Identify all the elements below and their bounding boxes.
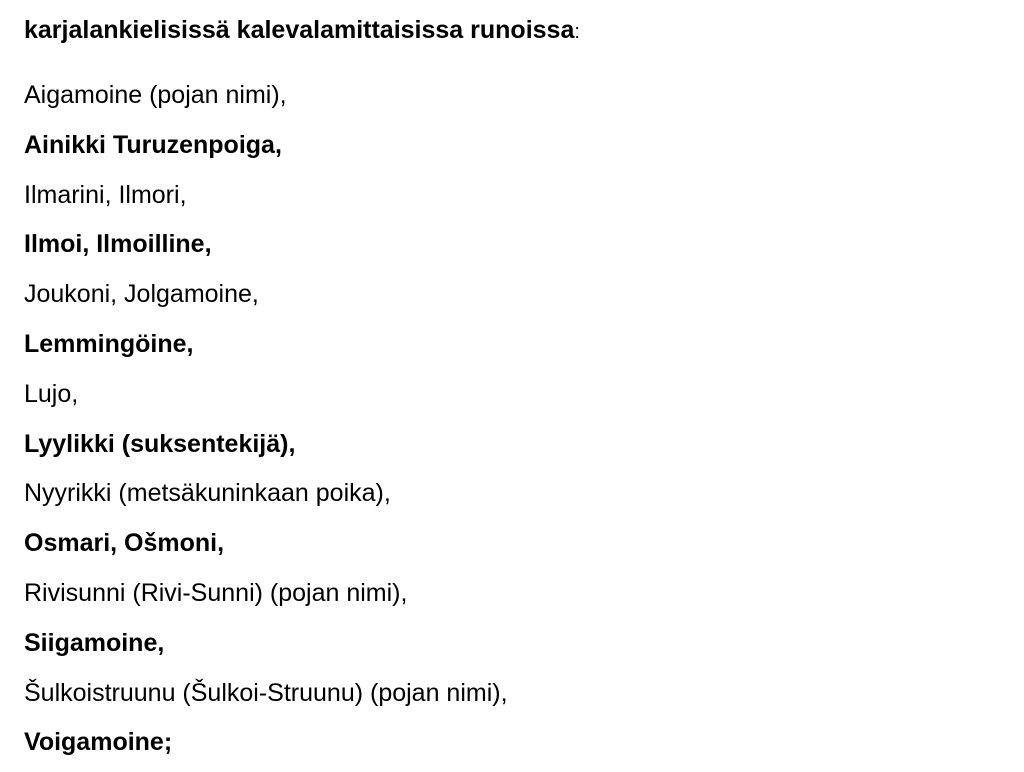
heading-text: karjalankielisissä kalevalamittaisissa runoissa xyxy=(24,16,575,44)
list-item: Ainikki Turuzenpoiga, xyxy=(24,130,282,159)
list-item: Lemmingöine, xyxy=(24,329,194,358)
list-item: Aigamoine (pojan nimi), xyxy=(24,81,287,109)
list-item: Šulkoistruunu (Šulkoi-Struunu) (pojan nimi), xyxy=(24,678,508,707)
list-item: Lyylikki (suksentekijä), xyxy=(24,429,296,458)
list-item: Osmari, Ošmoni, xyxy=(24,529,225,558)
name-list xyxy=(24,75,508,772)
list-item: Voigamoine; xyxy=(24,728,173,757)
slide-heading xyxy=(24,12,580,50)
list-item: Ilmarini, Ilmori, xyxy=(24,180,187,209)
heading-colon: : xyxy=(574,21,580,43)
list-item: Ilmoi, Ilmoilline, xyxy=(24,230,212,259)
list-item: Lujo, xyxy=(24,379,79,408)
list-item: Joukoni, Jolgamoine, xyxy=(24,280,259,309)
list-item: Nyyrikki (metsäkuninkaan poika), xyxy=(24,479,391,508)
list-item: Siigamoine, xyxy=(24,628,165,657)
list-item: Rivisunni (Rivi-Sunni) (pojan nimi), xyxy=(24,578,408,607)
